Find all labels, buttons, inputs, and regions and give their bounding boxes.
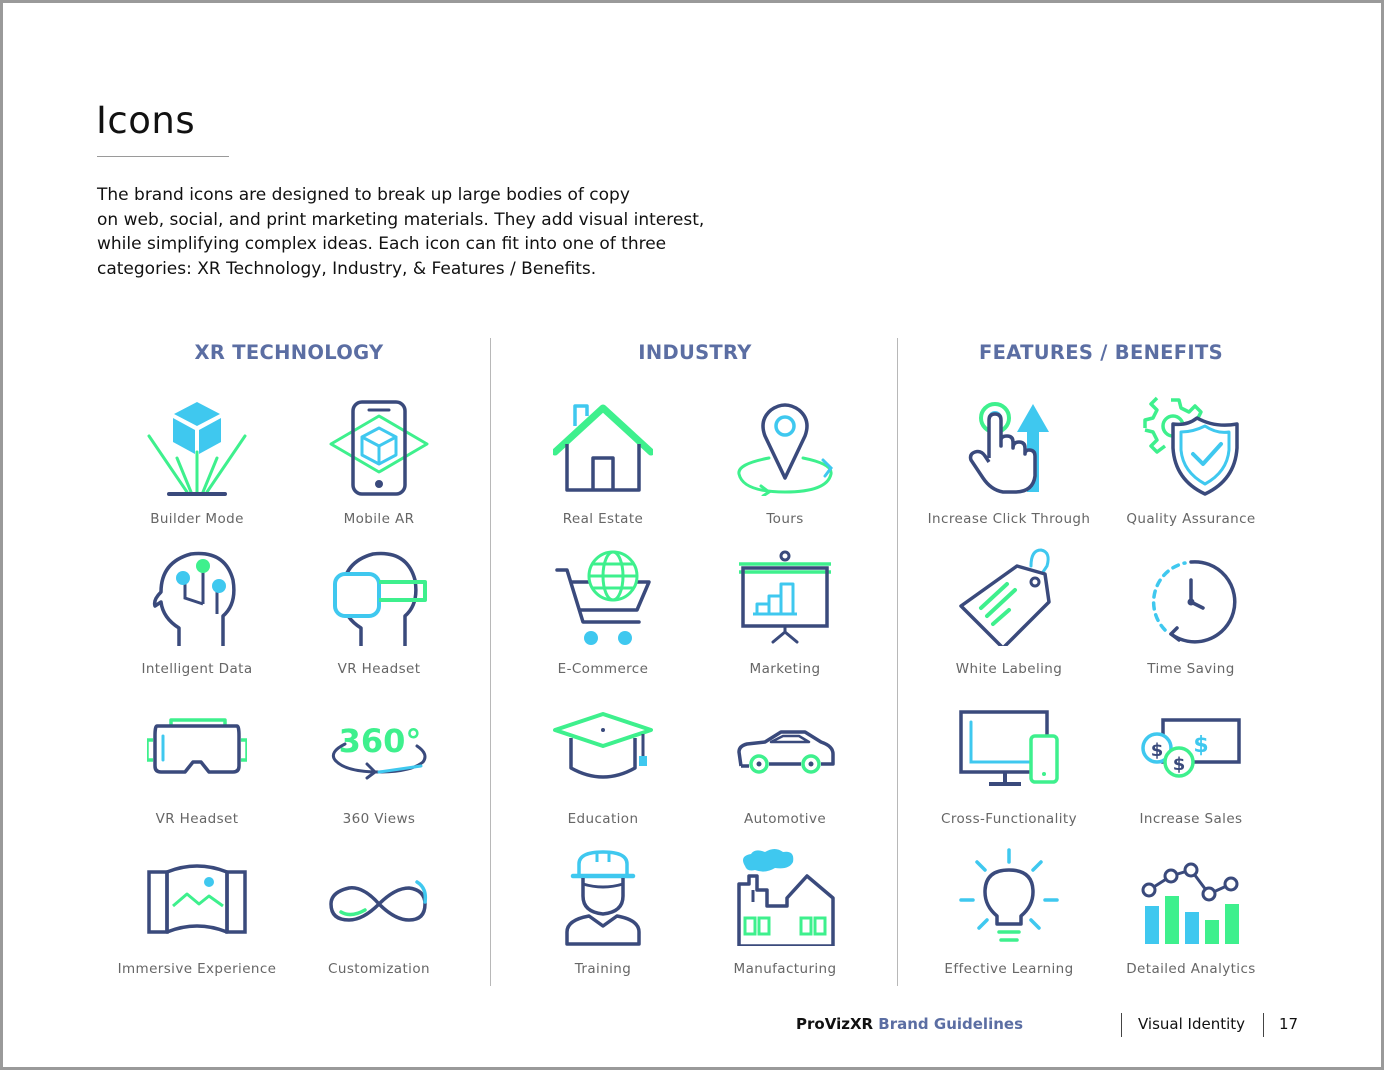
intro-line: The brand icons are designed to break up large bodies of copy [97,185,630,205]
icon-label: Tours [766,511,804,527]
quality-assurance-icon [1141,396,1241,496]
intro-line: while simplifying complex ideas. Each icon can fit into one of three [97,234,667,255]
dollar-glyph: $ [1150,740,1164,761]
detailed-analytics-icon [1141,846,1241,946]
footer-brand [796,1015,1023,1033]
icon-label: Automotive [743,811,827,827]
vr-headset-icon [147,696,247,796]
icon-tile-360-views [279,696,479,836]
xr-technology-heading: XR TECHNOLOGY [194,341,384,364]
icon-label: Builder Mode [150,511,244,527]
icon-label: Training [574,961,632,977]
brand-name: ProVizXR [796,1015,874,1033]
icon-label: Mobile AR [343,511,415,527]
icon-tile-increase-click-through [909,396,1109,536]
training-icon [553,846,653,946]
icon-label: Cross-Functionality [941,811,1077,827]
vr-headset-head-icon [329,546,429,646]
icon-label: Increase Sales [1139,811,1243,827]
360-views-icon [329,696,429,796]
icon-label: Real Estate [562,511,644,527]
automotive-icon [735,696,835,796]
footer-divider [1121,1013,1122,1037]
features-benefits-heading: FEATURES / BENEFITS [979,341,1223,364]
icon-tile-marketing [685,546,885,686]
builder-mode-icon [147,396,247,496]
intelligent-data-icon [147,546,247,646]
white-labeling-icon [959,546,1059,646]
cross-functionality-icon [959,696,1059,796]
intro-line: categories: XR Technology, Industry, & Features / Benefits. [97,258,597,279]
icon-tile-manufacturing [685,846,885,986]
icon-tile-builder-mode [97,396,297,536]
title-underline [97,156,229,157]
icon-label: 360 Views [342,811,416,827]
icon-label: Customization [328,961,430,977]
footer-section: Visual Identity [1138,1015,1246,1033]
icon-tile-detailed-analytics [1091,846,1291,986]
icon-label: Marketing [749,661,821,677]
real-estate-icon [553,396,653,496]
footer-divider [1263,1013,1264,1037]
icon-tile-automotive [685,696,885,836]
icon-label: VR Headset [337,661,421,677]
dollar-glyph: $ [1193,733,1209,758]
mobile-ar-icon [329,396,429,496]
page-footer [796,1015,1303,1039]
page-title: Icons [96,99,196,142]
icon-label: Quality Assurance [1126,511,1256,527]
icon-label: Manufacturing [733,961,837,977]
icon-tile-real-estate [503,396,703,536]
customization-icon [329,846,429,946]
icon-tile-customization [279,846,479,986]
icon-tile-immersive-experience [97,846,297,986]
icon-tile-e-commerce [503,546,703,686]
effective-learning-icon [959,846,1059,946]
education-icon [553,696,653,796]
page-number: 17 [1279,1015,1299,1033]
icon-tile-white-labeling [909,546,1109,686]
icon-label: E-Commerce [557,661,649,677]
column-divider [897,338,898,986]
increase-click-through-icon [959,396,1059,496]
icon-tile-vr-headset-head [279,546,479,686]
increase-sales-icon [1141,696,1241,796]
intro-paragraph [97,183,737,281]
icon-label: Increase Click Through [927,511,1091,527]
icon-tile-vr-headset [97,696,297,836]
icon-tile-training [503,846,703,986]
icon-label: VR Headset [155,811,239,827]
immersive-experience-icon [147,846,247,946]
icon-tile-increase-sales [1091,696,1291,836]
icon-label: Intelligent Data [141,661,253,677]
intro-line: on web, social, and print marketing materials. They add visual interest, [97,209,705,230]
icon-tile-time-saving [1091,546,1291,686]
brand-suffix: Brand Guidelines [878,1015,1023,1033]
icon-tile-intelligent-data [97,546,297,686]
dollar-glyph: $ [1172,754,1186,775]
icon-tile-tours [685,396,885,536]
industry-heading: INDUSTRY [638,341,752,364]
time-saving-icon [1141,546,1241,646]
icon-label: Effective Learning [944,961,1074,977]
icon-label: Immersive Experience [117,961,277,977]
icon-tile-cross-functionality [909,696,1109,836]
icon-tile-quality-assurance [1091,396,1291,536]
tours-icon [735,396,835,496]
icon-label: Education [567,811,639,827]
icon-label: Detailed Analytics [1126,961,1256,977]
manufacturing-icon [735,846,835,946]
icon-label: Time Saving [1147,661,1235,677]
icon-label: White Labeling [955,661,1063,677]
icon-tile-education [503,696,703,836]
icon-tile-effective-learning [909,846,1109,986]
360-glyph: 360° [338,722,422,760]
marketing-icon [735,546,835,646]
e-commerce-icon [553,546,653,646]
icon-tile-mobile-ar [279,396,479,536]
column-divider [490,338,491,986]
